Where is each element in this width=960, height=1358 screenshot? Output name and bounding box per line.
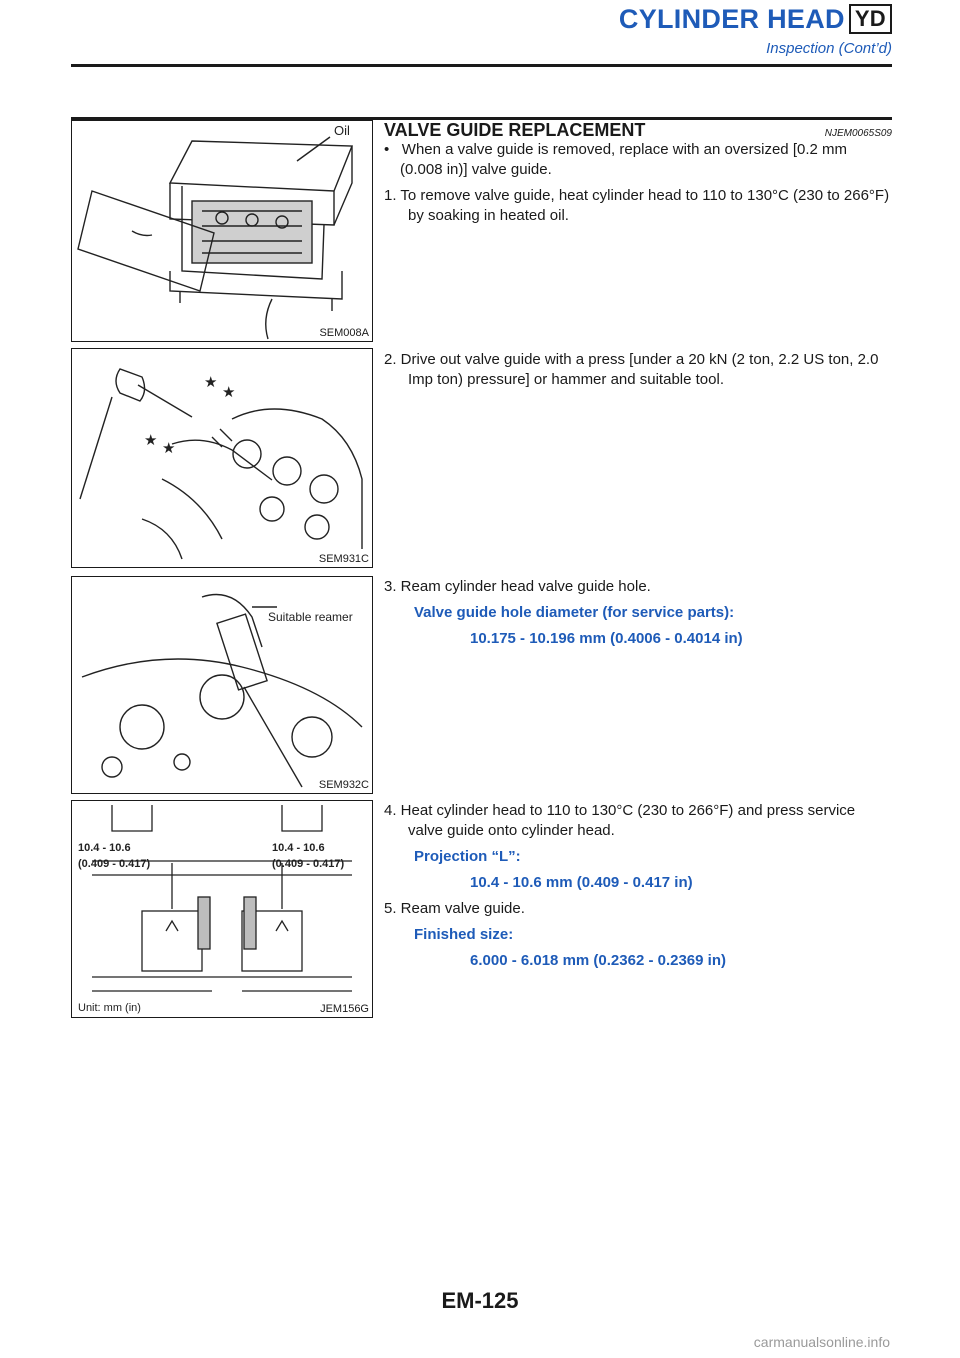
label-oil: Oil	[334, 123, 350, 138]
figure-code: SEM008A	[319, 327, 369, 339]
figure-code: SEM931C	[318, 553, 369, 565]
bullet-mark: •	[384, 141, 390, 158]
figure-code: JEM156G	[320, 1003, 369, 1015]
step-2: 2. Drive out valve guide with a press [under a 20 kN (2 ton, 2.2 US ton, 2.0 Imp ton) pressure] or hammer and suitable tool.	[384, 351, 879, 388]
spec-key: Finished size:	[414, 926, 514, 943]
label-right-dim-in: (0.409 - 0.417)	[272, 858, 345, 870]
svg-text:★: ★	[162, 439, 176, 457]
label-right-dim: 10.4 - 10.6	[272, 842, 325, 854]
figure-reamer	[71, 576, 373, 794]
projection-diagram	[72, 801, 372, 1017]
figure-oil-bath	[71, 120, 373, 342]
label-left-dim: 10.4 - 10.6	[78, 842, 131, 854]
step-5: 5. Ream valve guide.	[384, 900, 525, 917]
spec-hole-diameter	[384, 603, 892, 649]
bullet-text: When a valve guide is removed, replace with an oversized [0.2 mm (0.008 in)] valve guide.	[400, 141, 847, 178]
spec-projection	[384, 847, 892, 893]
header-rule-thin	[71, 64, 892, 67]
spec-finished-size	[384, 925, 892, 971]
spec-value: 6.000 - 6.018 mm (0.2362 - 0.2369 in)	[470, 952, 726, 969]
bullet-oversize	[384, 140, 892, 180]
oil-bath-illustration	[72, 121, 372, 341]
page-title	[619, 4, 892, 35]
spec-value: 10.175 - 10.196 mm (0.4006 - 0.4014 in)	[470, 630, 743, 647]
page-subtitle: Inspection (Cont’d)	[766, 40, 892, 57]
svg-text:★: ★	[204, 373, 218, 391]
figure-code: SEM932C	[318, 779, 369, 791]
label-left-dim-in: (0.409 - 0.417)	[78, 858, 151, 870]
step-3: 3. Ream cylinder head valve guide hole.	[384, 578, 651, 595]
reamer-illustration	[72, 577, 372, 793]
watermark: carmanualsonline.info	[753, 1334, 890, 1350]
section-ref-code: NJEM0065S09	[824, 128, 892, 139]
svg-text:★: ★	[144, 431, 158, 449]
figure-projection	[71, 800, 373, 1018]
section-body	[384, 120, 892, 232]
step-2-block	[384, 350, 892, 396]
spec-value: 10.4 - 10.6 mm (0.409 - 0.417 in)	[470, 874, 693, 891]
section-heading-text: VALVE GUIDE REPLACEMENT	[384, 120, 646, 140]
section-title: CYLINDER HEAD	[618, 4, 845, 34]
label-unit: Unit: mm (in)	[78, 1002, 141, 1014]
step-3-block	[384, 577, 892, 655]
step-4: 4. Heat cylinder head to 110 to 130°C (230 to 266°F) and press service valve guide onto cylinder head.	[384, 802, 856, 839]
hammer-illustration	[72, 349, 372, 567]
step-1: 1. To remove valve guide, heat cylinder head to 110 to 130°C (230 to 266°F) by soaking in heated oil.	[384, 187, 890, 224]
section-heading	[384, 120, 892, 140]
spec-key: Valve guide hole diameter (for service parts):	[414, 604, 735, 621]
figure-hammer	[71, 348, 373, 568]
engine-badge: YD	[849, 4, 892, 34]
spec-key: Projection “L”:	[414, 848, 521, 865]
step-4-block	[384, 801, 892, 977]
svg-text:★: ★	[222, 383, 236, 401]
page-number: EM-125	[441, 1288, 519, 1313]
label-suitable-reamer: Suitable reamer	[268, 610, 353, 624]
